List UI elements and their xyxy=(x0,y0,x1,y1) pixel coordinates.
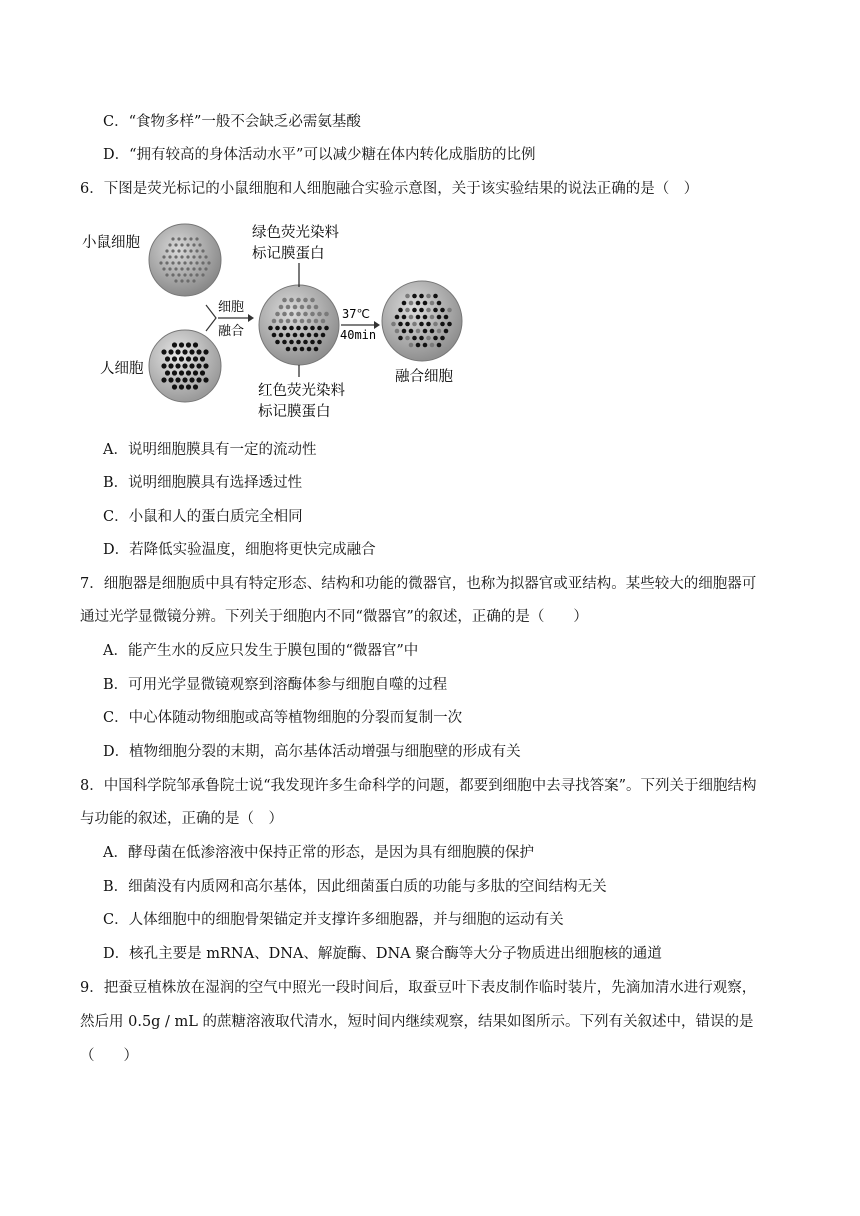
membrane-protein-dot xyxy=(171,249,174,252)
membrane-protein-dot xyxy=(300,347,305,352)
membrane-protein-dot xyxy=(275,326,280,331)
membrane-protein-dot xyxy=(447,308,452,313)
green-dye-label-2: 标记膜蛋白 xyxy=(252,246,325,262)
membrane-protein-dot xyxy=(282,298,287,303)
membrane-protein-dot xyxy=(321,319,326,324)
temperature-label: 37℃ xyxy=(342,307,370,321)
membrane-protein-dot xyxy=(293,347,298,352)
membrane-protein-dot xyxy=(174,243,177,246)
membrane-protein-dot xyxy=(303,312,308,317)
membrane-protein-dot xyxy=(204,255,207,258)
membrane-protein-dot xyxy=(416,329,421,334)
membrane-protein-dot xyxy=(177,237,180,240)
fused-cell-label: 融合细胞 xyxy=(395,369,453,385)
membrane-protein-dot xyxy=(314,305,319,310)
membrane-protein-dot xyxy=(317,340,322,345)
green-dye-label-1: 绿色荧光染料 xyxy=(252,225,339,241)
membrane-protein-dot xyxy=(198,255,201,258)
option-label: A． xyxy=(103,643,128,659)
membrane-protein-dot xyxy=(286,347,291,352)
membrane-protein-dot xyxy=(409,301,414,306)
membrane-protein-dot xyxy=(426,308,431,313)
membrane-protein-dot xyxy=(172,342,177,347)
option-text: 若降低实验温度，细胞将更快完成融合 xyxy=(129,542,376,558)
membrane-protein-dot xyxy=(180,243,183,246)
membrane-protein-dot xyxy=(195,237,198,240)
membrane-protein-dot xyxy=(279,305,284,310)
option-text: 说明细胞膜具有一定的流动性 xyxy=(127,442,317,458)
membrane-protein-dot xyxy=(168,363,173,368)
membrane-protein-dot xyxy=(159,261,162,264)
membrane-protein-dot xyxy=(402,315,407,320)
membrane-protein-dot xyxy=(174,279,177,282)
membrane-protein-dot xyxy=(201,249,204,252)
membrane-protein-dot xyxy=(182,377,187,382)
red-dye-label-1: 红色荧光染料 xyxy=(258,383,345,399)
membrane-protein-dot xyxy=(168,377,173,382)
option-text: 可用光学显微镜观察到溶酶体参与细胞自噬的过程 xyxy=(128,677,448,693)
membrane-protein-dot xyxy=(272,333,277,338)
option-text: 小鼠和人的蛋白质完全相同 xyxy=(128,509,303,525)
option-label: D． xyxy=(103,946,130,962)
red-dye-label-2: 标记膜蛋白 xyxy=(258,404,331,420)
membrane-protein-dot xyxy=(165,249,168,252)
membrane-protein-dot xyxy=(192,255,195,258)
membrane-protein-dot xyxy=(189,273,192,276)
membrane-protein-dot xyxy=(300,333,305,338)
membrane-protein-dot xyxy=(430,301,435,306)
membrane-protein-dot xyxy=(426,294,431,299)
membrane-protein-dot xyxy=(186,255,189,258)
membrane-protein-dot xyxy=(286,305,291,310)
membrane-protein-dot xyxy=(405,294,410,299)
option-text: 中心体随动物细胞或高等植物细胞的分裂而复制一次 xyxy=(128,710,463,726)
membrane-protein-dot xyxy=(189,261,192,264)
membrane-protein-dot xyxy=(203,363,208,368)
membrane-protein-dot xyxy=(192,243,195,246)
option-text: 说明细胞膜具有选择透过性 xyxy=(128,475,303,491)
membrane-protein-dot xyxy=(314,347,319,352)
option-label: B． xyxy=(103,879,129,895)
membrane-protein-dot xyxy=(275,312,280,317)
membrane-protein-dot xyxy=(293,333,298,338)
option-label: C． xyxy=(103,710,129,726)
cell-fusion-diagram xyxy=(80,215,480,425)
membrane-protein-dot xyxy=(198,243,201,246)
membrane-protein-dot xyxy=(444,329,449,334)
q9-stem-line-1: 9．把蚕豆植株放在湿润的空气中照光一段时间后，取蚕豆叶下表皮制作临时装片，先滴加清水进行观察， xyxy=(80,980,757,996)
option-text: “食物多样”一般不会缺乏必需氨基酸 xyxy=(128,114,361,130)
membrane-protein-dot xyxy=(440,308,445,313)
membrane-protein-dot xyxy=(433,308,438,313)
membrane-protein-dot xyxy=(183,237,186,240)
membrane-protein-dot xyxy=(186,356,191,361)
membrane-protein-dot xyxy=(440,336,445,341)
membrane-protein-dot xyxy=(444,315,449,320)
membrane-protein-dot xyxy=(203,349,208,354)
membrane-protein-dot xyxy=(201,261,204,264)
membrane-protein-dot xyxy=(161,363,166,368)
membrane-protein-dot xyxy=(402,301,407,306)
membrane-protein-dot xyxy=(324,326,329,331)
membrane-protein-dot xyxy=(395,329,400,334)
membrane-protein-dot xyxy=(204,267,207,270)
membrane-protein-dot xyxy=(419,294,424,299)
membrane-protein-dot xyxy=(165,370,170,375)
membrane-protein-dot xyxy=(303,326,308,331)
membrane-protein-dot xyxy=(293,305,298,310)
membrane-protein-dot xyxy=(279,319,284,324)
membrane-protein-dot xyxy=(398,308,403,313)
membrane-protein-dot xyxy=(317,312,322,317)
membrane-protein-dot xyxy=(192,279,195,282)
membrane-protein-dot xyxy=(182,363,187,368)
membrane-protein-dot xyxy=(423,315,428,320)
membrane-protein-dot xyxy=(430,343,435,348)
q7-stem-line-1: 7．细胞器是细胞质中具有特定形态、结构和功能的微器官，也称为拟器官或亚结构。某些较大的细胞器可 xyxy=(80,576,757,592)
membrane-protein-dot xyxy=(186,384,191,389)
q7-stem-line-2: 通过光学显微镜分辨。下列关于细胞内不同“微器官”的叙述，正确的是（ ） xyxy=(80,609,588,625)
q6-option-a xyxy=(103,440,316,460)
membrane-protein-dot xyxy=(286,319,291,324)
membrane-protein-dot xyxy=(416,315,421,320)
membrane-protein-dot xyxy=(195,261,198,264)
membrane-protein-dot xyxy=(179,370,184,375)
membrane-protein-dot xyxy=(433,336,438,341)
option-label: B． xyxy=(103,475,129,491)
membrane-protein-dot xyxy=(207,261,210,264)
membrane-protein-dot xyxy=(423,301,428,306)
membrane-protein-dot xyxy=(180,279,183,282)
membrane-protein-dot xyxy=(310,298,315,303)
membrane-protein-dot xyxy=(180,255,183,258)
membrane-protein-dot xyxy=(175,363,180,368)
membrane-protein-dot xyxy=(430,315,435,320)
option-text: “拥有较高的身体活动水平”可以减少糖在体内转化成脂肪的比例 xyxy=(129,147,536,163)
fusion-label-1: 细胞 xyxy=(218,300,245,315)
membrane-protein-dot xyxy=(282,340,287,345)
membrane-protein-dot xyxy=(189,349,194,354)
q7-option-d xyxy=(103,742,521,762)
time-label: 40min xyxy=(340,328,377,342)
membrane-protein-dot xyxy=(303,298,308,303)
membrane-protein-dot xyxy=(179,356,184,361)
membrane-protein-dot xyxy=(405,336,410,341)
membrane-protein-dot xyxy=(409,329,414,334)
membrane-protein-dot xyxy=(440,322,445,327)
membrane-protein-dot xyxy=(426,336,431,341)
mouse-cell-label: 小鼠细胞 xyxy=(82,235,140,251)
membrane-protein-dot xyxy=(196,349,201,354)
membrane-protein-dot xyxy=(189,377,194,382)
membrane-protein-dot xyxy=(189,363,194,368)
q6-option-d xyxy=(103,540,376,560)
option-label: D． xyxy=(103,744,130,760)
membrane-protein-dot xyxy=(423,343,428,348)
membrane-protein-dot xyxy=(412,308,417,313)
membrane-protein-dot xyxy=(416,343,421,348)
membrane-protein-dot xyxy=(196,363,201,368)
membrane-protein-dot xyxy=(189,249,192,252)
mouse-cell xyxy=(149,224,221,296)
membrane-protein-dot xyxy=(405,322,410,327)
membrane-protein-dot xyxy=(268,326,273,331)
membrane-protein-dot xyxy=(296,340,301,345)
human-cell-label: 人细胞 xyxy=(100,361,144,377)
membrane-protein-dot xyxy=(303,340,308,345)
membrane-protein-dot xyxy=(419,322,424,327)
membrane-protein-dot xyxy=(317,326,322,331)
membrane-protein-dot xyxy=(433,294,438,299)
membrane-protein-dot xyxy=(193,342,198,347)
membrane-protein-dot xyxy=(172,356,177,361)
membrane-protein-dot xyxy=(192,267,195,270)
membrane-protein-dot xyxy=(300,319,305,324)
membrane-protein-dot xyxy=(180,267,183,270)
membrane-protein-dot xyxy=(433,322,438,327)
q8-stem-line-1: 8．中国科学院邹承鲁院士说“我发现许多生命科学的问题，都要到细胞中去寻找答案”。下列关于细胞结构 xyxy=(80,778,757,794)
membrane-protein-dot xyxy=(193,384,198,389)
membrane-protein-dot xyxy=(289,312,294,317)
q9-stem-line-3: （ ） xyxy=(80,1048,138,1064)
membrane-protein-dot xyxy=(165,261,168,264)
membrane-protein-dot xyxy=(183,273,186,276)
membrane-protein-dot xyxy=(162,267,165,270)
q6-stem: 6．下图是荧光标记的小鼠细胞和人细胞融合实验示意图，关于该实验结果的说法正确的是（ ） xyxy=(80,181,699,197)
membrane-protein-dot xyxy=(391,322,396,327)
membrane-protein-dot xyxy=(165,356,170,361)
membrane-protein-dot xyxy=(409,315,414,320)
membrane-protein-dot xyxy=(182,349,187,354)
membrane-protein-dot xyxy=(437,329,442,334)
membrane-protein-dot xyxy=(177,249,180,252)
membrane-protein-dot xyxy=(161,377,166,382)
membrane-protein-dot xyxy=(419,336,424,341)
membrane-protein-dot xyxy=(321,333,326,338)
membrane-protein-dot xyxy=(426,322,431,327)
membrane-protein-dot xyxy=(412,322,417,327)
membrane-protein-dot xyxy=(174,267,177,270)
membrane-protein-dot xyxy=(171,237,174,240)
membrane-protein-dot xyxy=(165,273,168,276)
membrane-protein-dot xyxy=(186,267,189,270)
membrane-protein-dot xyxy=(272,319,277,324)
membrane-protein-dot xyxy=(168,267,171,270)
membrane-protein-dot xyxy=(179,384,184,389)
membrane-protein-dot xyxy=(198,267,201,270)
membrane-protein-dot xyxy=(183,261,186,264)
membrane-protein-dot xyxy=(183,249,186,252)
membrane-protein-dot xyxy=(168,349,173,354)
option-label: C． xyxy=(103,114,129,130)
option-text: 酵母菌在低渗溶液中保持正常的形态，是因为具有细胞膜的保护 xyxy=(127,845,534,861)
membrane-protein-dot xyxy=(412,336,417,341)
membrane-protein-dot xyxy=(189,237,192,240)
membrane-protein-dot xyxy=(307,333,312,338)
membrane-protein-dot xyxy=(186,342,191,347)
q8-option-c xyxy=(103,910,564,930)
membrane-protein-dot xyxy=(300,305,305,310)
q5-option-d xyxy=(103,145,535,165)
membrane-protein-dot xyxy=(398,322,403,327)
q7-option-c xyxy=(103,708,462,728)
membrane-protein-dot xyxy=(162,255,165,258)
membrane-protein-dot xyxy=(296,326,301,331)
membrane-protein-dot xyxy=(416,301,421,306)
membrane-protein-dot xyxy=(200,356,205,361)
membrane-protein-dot xyxy=(310,326,315,331)
membrane-protein-dot xyxy=(171,261,174,264)
membrane-protein-dot xyxy=(175,349,180,354)
membrane-protein-dot xyxy=(296,298,301,303)
membrane-protein-dot xyxy=(324,312,329,317)
membrane-protein-dot xyxy=(310,340,315,345)
q6-option-b xyxy=(103,473,302,493)
membrane-protein-dot xyxy=(186,370,191,375)
membrane-protein-dot xyxy=(175,377,180,382)
q7-option-b xyxy=(103,675,447,695)
membrane-protein-dot xyxy=(314,319,319,324)
membrane-protein-dot xyxy=(286,333,291,338)
membrane-protein-dot xyxy=(279,333,284,338)
option-text: 核孔主要是 mRNA、DNA、解旋酶、DNA 聚合酶等大分子物质进出细胞核的通道 xyxy=(129,946,662,962)
membrane-protein-dot xyxy=(195,273,198,276)
q5-option-c xyxy=(103,112,361,132)
membrane-protein-dot xyxy=(186,279,189,282)
membrane-protein-dot xyxy=(447,322,452,327)
membrane-protein-dot xyxy=(437,343,442,348)
fusion-label-2: 融合 xyxy=(218,324,245,339)
option-label: C． xyxy=(103,912,129,928)
option-label: A． xyxy=(103,845,128,861)
membrane-protein-dot xyxy=(174,255,177,258)
membrane-protein-dot xyxy=(193,356,198,361)
membrane-protein-dot xyxy=(179,342,184,347)
fusion-chevron xyxy=(206,305,216,331)
membrane-protein-dot xyxy=(168,255,171,258)
membrane-protein-dot xyxy=(430,329,435,334)
q8-stem-line-2: 与功能的叙述，正确的是（ ） xyxy=(80,811,283,827)
membrane-protein-dot xyxy=(289,298,294,303)
membrane-protein-dot xyxy=(310,312,315,317)
membrane-protein-dot xyxy=(203,377,208,382)
option-text: 能产生水的反应只发生于膜包围的“微器官”中 xyxy=(127,643,419,659)
membrane-protein-dot xyxy=(171,273,174,276)
option-label: A． xyxy=(103,442,128,458)
membrane-protein-dot xyxy=(195,249,198,252)
membrane-protein-dot xyxy=(293,319,298,324)
membrane-protein-dot xyxy=(423,329,428,334)
human-cell xyxy=(149,330,221,402)
membrane-protein-dot xyxy=(307,347,312,352)
option-text: 植物细胞分裂的末期，高尔基体活动增强与细胞壁的形成有关 xyxy=(129,744,521,760)
membrane-protein-dot xyxy=(172,384,177,389)
membrane-protein-dot xyxy=(282,312,287,317)
membrane-protein-dot xyxy=(409,343,414,348)
membrane-protein-dot xyxy=(296,312,301,317)
membrane-protein-dot xyxy=(275,340,280,345)
membrane-protein-dot xyxy=(168,243,171,246)
membrane-protein-dot xyxy=(405,308,410,313)
membrane-protein-dot xyxy=(161,349,166,354)
fused-cell xyxy=(382,281,462,361)
membrane-protein-dot xyxy=(289,326,294,331)
membrane-protein-dot xyxy=(419,308,424,313)
membrane-protein-dot xyxy=(201,273,204,276)
membrane-protein-dot xyxy=(177,273,180,276)
membrane-protein-dot xyxy=(437,301,442,306)
membrane-protein-dot xyxy=(412,294,417,299)
membrane-protein-dot xyxy=(282,326,287,331)
q9-stem-line-2: 然后用 0.5g / mL 的蔗糖溶液取代清水，短时间内继续观察，结果如图所示。下列有关叙述中，错误的是 xyxy=(80,1014,754,1030)
q8-option-a xyxy=(103,843,534,863)
q7-option-a xyxy=(103,641,418,661)
option-text: 人体细胞中的细胞骨架锚定并支撑许多细胞器，并与细胞的运动有关 xyxy=(128,912,564,928)
membrane-protein-dot xyxy=(289,340,294,345)
fusing-cell xyxy=(259,285,339,365)
membrane-protein-dot xyxy=(307,319,312,324)
membrane-protein-dot xyxy=(395,315,400,320)
membrane-protein-dot xyxy=(402,329,407,334)
option-text: 细菌没有内质网和高尔基体，因此细菌蛋白质的功能与多肽的空间结构无关 xyxy=(128,879,607,895)
option-label: B． xyxy=(103,677,129,693)
option-label: C． xyxy=(103,509,129,525)
q8-option-b xyxy=(103,877,607,897)
membrane-protein-dot xyxy=(193,370,198,375)
membrane-protein-dot xyxy=(437,315,442,320)
option-label: D． xyxy=(103,147,130,163)
q6-option-c xyxy=(103,507,303,527)
q8-option-d xyxy=(103,944,662,964)
membrane-protein-dot xyxy=(177,261,180,264)
membrane-protein-dot xyxy=(314,333,319,338)
option-label: D． xyxy=(103,542,130,558)
membrane-protein-dot xyxy=(398,336,403,341)
membrane-protein-dot xyxy=(172,370,177,375)
membrane-protein-dot xyxy=(186,243,189,246)
membrane-protein-dot xyxy=(200,370,205,375)
membrane-protein-dot xyxy=(307,305,312,310)
membrane-protein-dot xyxy=(196,377,201,382)
